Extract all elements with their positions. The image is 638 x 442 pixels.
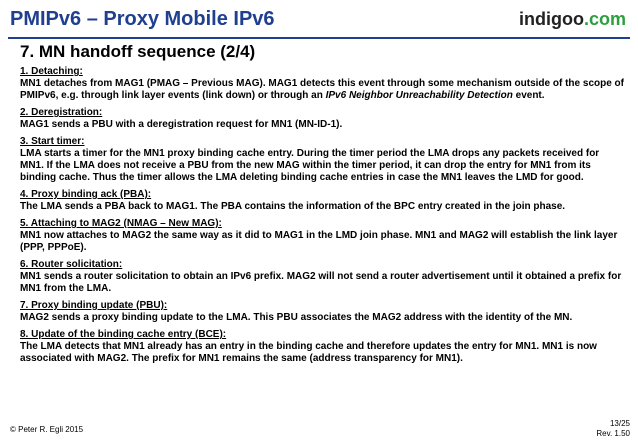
section-text: MAG1 sends a PBU with a deregistration request for MN1 (MN-ID-1). — [20, 119, 343, 130]
brand-name: indigoo — [518, 9, 584, 29]
section-update-bce — [20, 329, 624, 365]
section-detaching — [20, 66, 624, 102]
slide-content — [20, 66, 624, 370]
section-text-part: MN1 detaches from MAG1 (PMAG – Previous MAG). MAG1 detects this event through some mechanism outside of the scope of PMIPv6, e.g. through link layer events (link down) or through an — [20, 78, 624, 101]
section-heading: 3. Start timer: — [20, 136, 85, 147]
section-heading: 1. Detaching: — [20, 66, 83, 77]
brand-tld: com — [588, 9, 626, 29]
section-text: LMA starts a timer for the MN1 proxy binding cache entry. During the timer period the LMA drops any packets received for MN1. If the LMA does not receive a PBU from the new MAG within the timer period, it can drop the entry for MN1 from its binding cache. Thus the timer allows the LMA deleting binding cache entries in case the MN1 leaves the LMD for good. — [20, 148, 600, 183]
section-proxy-binding-ack — [20, 189, 624, 213]
section-heading: 7. Proxy binding update (PBU): — [20, 300, 168, 311]
section-proxy-binding-update — [20, 300, 624, 324]
section-text-part: event. — [512, 90, 545, 101]
revision: Rev. 1.50 — [596, 429, 630, 438]
section-heading: 5. Attaching to MAG2 (NMAG – New MAG): — [20, 218, 222, 229]
section-heading: 2. Deregistration: — [20, 107, 103, 118]
brand-logo — [519, 9, 626, 30]
page-number: 13/25 — [609, 419, 630, 428]
section-text: MN1 sends a router solicitation to obtain an IPv6 prefix. MAG2 will not send a router advertisement until it obtained a prefix for MN1 from the LMA. — [20, 271, 622, 294]
brand-dot: . — [583, 9, 589, 29]
slide-title: 7. MN handoff sequence (2/4) — [20, 42, 256, 61]
section-text-italic: IPv6 Neighbor Unreachability Detection — [325, 90, 513, 101]
section-start-timer — [20, 136, 624, 184]
section-text: MN1 now attaches to MAG2 the same way as it did to MAG1 in the LMD join phase. MN1 and MAG2 will establish the link layer (PPP, PPPoE). — [20, 230, 618, 253]
section-text: MAG2 sends a proxy binding update to the LMA. This PBU associates the MAG2 address with the identity of the MN. — [20, 312, 573, 323]
section-text: The LMA detects that MN1 already has an entry in the binding cache and therefore updates the entry for MN1. MN1 is now associated with MAG2. The prefix for MN1 remains the same (address transparency for MN1). — [20, 341, 597, 364]
section-heading: 4. Proxy binding ack (PBA): — [20, 189, 152, 200]
slide-header — [0, 0, 638, 40]
copyright: © Peter R. Egli 2015 — [10, 425, 84, 434]
presentation-title: PMIPv6 – Proxy Mobile IPv6 — [10, 8, 275, 30]
section-deregistration — [20, 107, 624, 131]
section-attaching-mag2 — [20, 218, 624, 254]
section-heading: 6. Router solicitation: — [20, 259, 123, 270]
page-info — [596, 419, 630, 439]
section-router-solicitation — [20, 259, 624, 295]
section-text: The LMA sends a PBA back to MAG1. The PBA contains the information of the BPC entry created in the join phase. — [20, 201, 566, 212]
section-heading: 8. Update of the binding cache entry (BCE): — [20, 329, 227, 340]
section-text — [20, 78, 624, 102]
header-divider — [8, 37, 630, 39]
